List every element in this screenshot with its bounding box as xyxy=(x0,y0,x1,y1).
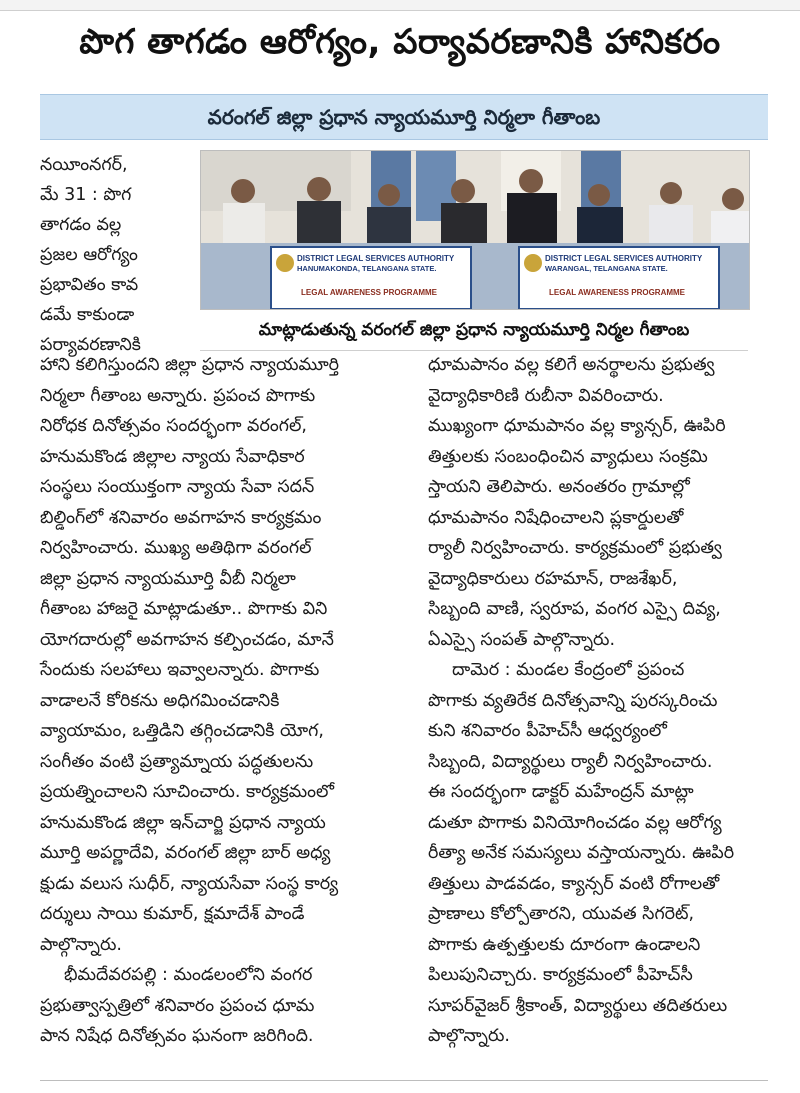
article-line: హాని కలిగిస్తుందని జిల్లా ప్రధాన న్యాయమూర్తి xyxy=(40,355,340,375)
article-line: వాడాలనే కోరికను అధిగమించడానికి xyxy=(40,690,280,711)
article-line: సేందుకు సలహాలు ఇవ్వాలన్నారు. పొగాకు xyxy=(40,660,320,680)
dateline-line: మే 31 : పొగ xyxy=(40,185,132,205)
event-photo xyxy=(200,150,750,310)
article-line: భీమదేవరపల్లి : మండలంలోని వంగర xyxy=(64,965,313,985)
article-line: హనుమకొండ జిల్లాల న్యాయ సేవాధికార xyxy=(40,446,305,467)
article-line: జిల్లా ప్రధాన న్యాయమూర్తి వీబీ నిర్మలా xyxy=(40,568,296,589)
article-line: పొగాకు వ్యతిరేక దినోత్సవాన్ని పురస్కరించు xyxy=(428,690,718,711)
article-line: డుతూ పొగాకు వినియోగించడం వల్ల ఆరోగ్య xyxy=(428,812,722,833)
article-line: గీతాంబ హాజరై మాట్లాడుతూ.. పొగాకు విని xyxy=(40,599,328,619)
banner-left-line1: DISTRICT LEGAL SERVICES AUTHORITY xyxy=(297,254,455,263)
article-line: సంగీతం వంటి ప్రత్యామ్నాయ పద్ధతులను xyxy=(40,751,314,772)
article-line: వ్యాయామం, ఒత్తిడిని తగ్గించడానికి యోగ, xyxy=(40,721,324,741)
article-line: దర్శులు సాయి కుమార్, క్షమాదేశ్ పాండే xyxy=(40,904,305,924)
article-line: ర్యాలీ నిర్వహించారు. కార్యక్రమంలో ప్రభుత్వ xyxy=(428,538,722,558)
article-line: సంస్థలు సంయుక్తంగా న్యాయ సేవా సదన్ xyxy=(40,477,315,497)
article-line: పాల్గొన్నారు. xyxy=(40,934,122,955)
article-line: ప్రాణాలు కోల్పోతారని, యువత సిగరెట్, xyxy=(428,904,695,924)
article-line: యోగదారుల్లో అవగాహన కల్పించడం, మానే xyxy=(40,629,334,650)
article-line: స్తాయని తెలిపారు. అనంతరం గ్రామాల్లో xyxy=(428,477,690,497)
article-line: సిబ్బంది, విద్యార్థులు ర్యాలీ నిర్వహించారు. xyxy=(428,751,713,772)
dateline-line: పర్యావరణానికి xyxy=(40,335,141,355)
bottom-page-rule xyxy=(40,1080,768,1081)
article-line: ఈ సందర్భంగా డాక్టర్ మహేంద్రన్ మాట్లా xyxy=(428,782,694,802)
article-line: వైద్యాధికారులు రహమాన్, రాజశేఖర్, xyxy=(428,568,678,589)
article-line: రీత్యా అనేక సమస్యలు వస్తాయన్నారు. ఊపిరి xyxy=(428,843,735,863)
article-column-left xyxy=(40,350,406,1052)
article-line: ఏఎస్సై సంపత్ పాల్గొన్నారు. xyxy=(428,629,616,650)
article-line: సూపర్‌వైజర్ శ్రీకాంత్, విద్యార్థులు తదితరులు xyxy=(428,995,728,1016)
article-line: ధూమపానం వల్ల కలిగే అనర్థాలను ప్రభుత్వ xyxy=(428,355,715,375)
article-line: నిర్మలా గీతాంబ అన్నారు. ప్రపంచ పొగాకు xyxy=(40,385,316,406)
banner-left-line3: LEGAL AWARENESS PROGRAMME xyxy=(301,288,438,297)
article-line: మూర్తి అపర్ణాదేవి, వరంగల్ జిల్లా బార్ అధ్య xyxy=(40,843,331,863)
article-line: కుని శనివారం పీహెచ్‌సీ ఆధ్వర్యంలో xyxy=(428,721,667,741)
article-line: వైద్యాధికారిణి రుబీనా వివరించారు. xyxy=(428,385,664,406)
dateline-line: తాగడం వల్ల xyxy=(40,215,122,235)
article-line: తిత్తులకు సంబంధించిన వ్యాధులు సంక్రమి xyxy=(428,446,708,467)
article-line: హనుమకొండ జిల్లా ఇన్‌చార్జి ప్రధాన న్యాయ xyxy=(40,812,326,833)
article-line: నిర్వహించారు. ముఖ్య అతిథిగా వరంగల్ xyxy=(40,538,312,558)
article-line: పొగాకు ఉత్పత్తులకు దూరంగా ఉండాలని xyxy=(428,934,701,955)
dateline-line: ప్రభావితం కావ xyxy=(40,275,139,295)
dateline-block xyxy=(40,150,198,360)
article-column-right xyxy=(428,350,768,1052)
article-line: బిల్డింగ్‌లో శనివారం అవగాహన కార్యక్రమం xyxy=(40,507,322,528)
dateline-line: ప్రజల ఆరోగ్యం xyxy=(40,245,138,265)
article-headline: పొగ తాగడం ఆరోగ్యం, పర్యావరణానికి హానికరం xyxy=(79,22,721,62)
article-line: ప్రయత్నించాలని సూచించారు. కార్యక్రమంలో xyxy=(40,782,335,802)
article-line: ముఖ్యంగా ధూమపానం వల్ల క్యాన్సర్, ఊపిరి xyxy=(428,416,726,436)
top-page-rule xyxy=(0,0,800,11)
banner-left-line2: HANUMAKONDA, TELANGANA STATE. xyxy=(297,264,437,273)
article-line: ధూమపానం నిషేధించాలని ప్లకార్డులతో xyxy=(428,507,684,528)
dateline-line: నయీంనగర్, xyxy=(40,155,128,175)
dateline-line: డమే కాకుండా xyxy=(40,305,135,325)
event-photo-illustration xyxy=(201,151,749,309)
article-line: దామెర : మండల కేంద్రంలో ప్రపంచ xyxy=(452,660,685,680)
article-line: ప్రభుత్వాస్పత్రిలో శనివారం ప్రపంచ ధూమ xyxy=(40,995,315,1016)
banner-right-line3: LEGAL AWARENESS PROGRAMME xyxy=(549,288,686,297)
banner-right-line1: DISTRICT LEGAL SERVICES AUTHORITY xyxy=(545,254,703,263)
article-line: నిరోధక దినోత్సవం సందర్భంగా వరంగల్, xyxy=(40,416,307,436)
article-line: పిలుపునిచ్చారు. కార్యక్రమంలో పీహెచ్‌సీ xyxy=(428,965,693,985)
banner-right-line2: WARANGAL, TELANGANA STATE. xyxy=(545,264,668,273)
article-line: తిత్తులు పాడవడం, క్యాన్సర్ వంటి రోగాలతో xyxy=(428,873,720,894)
article-line: పాన నిషేధ దినోత్సవం ఘనంగా జరిగింది. xyxy=(40,1026,314,1046)
article-subheadline: వరంగల్ జిల్లా ప్రధాన న్యాయమూర్తి నిర్మలా గీతాంబ xyxy=(40,94,768,140)
article-line: పాల్గొన్నారు. xyxy=(428,1026,510,1046)
photo-caption: మాట్లాడుతున్న వరంగల్ జిల్లా ప్రధాన న్యాయమూర్తి నిర్మల గీతాంబ xyxy=(200,310,748,351)
article-line: సిబ్బంది వాణి, స్వరూప, వంగర ఎస్సై దివ్య, xyxy=(428,599,721,619)
article-line: క్షుడు వలుస సుధీర్, న్యాయసేవా సంస్థ కార్య xyxy=(40,873,339,894)
